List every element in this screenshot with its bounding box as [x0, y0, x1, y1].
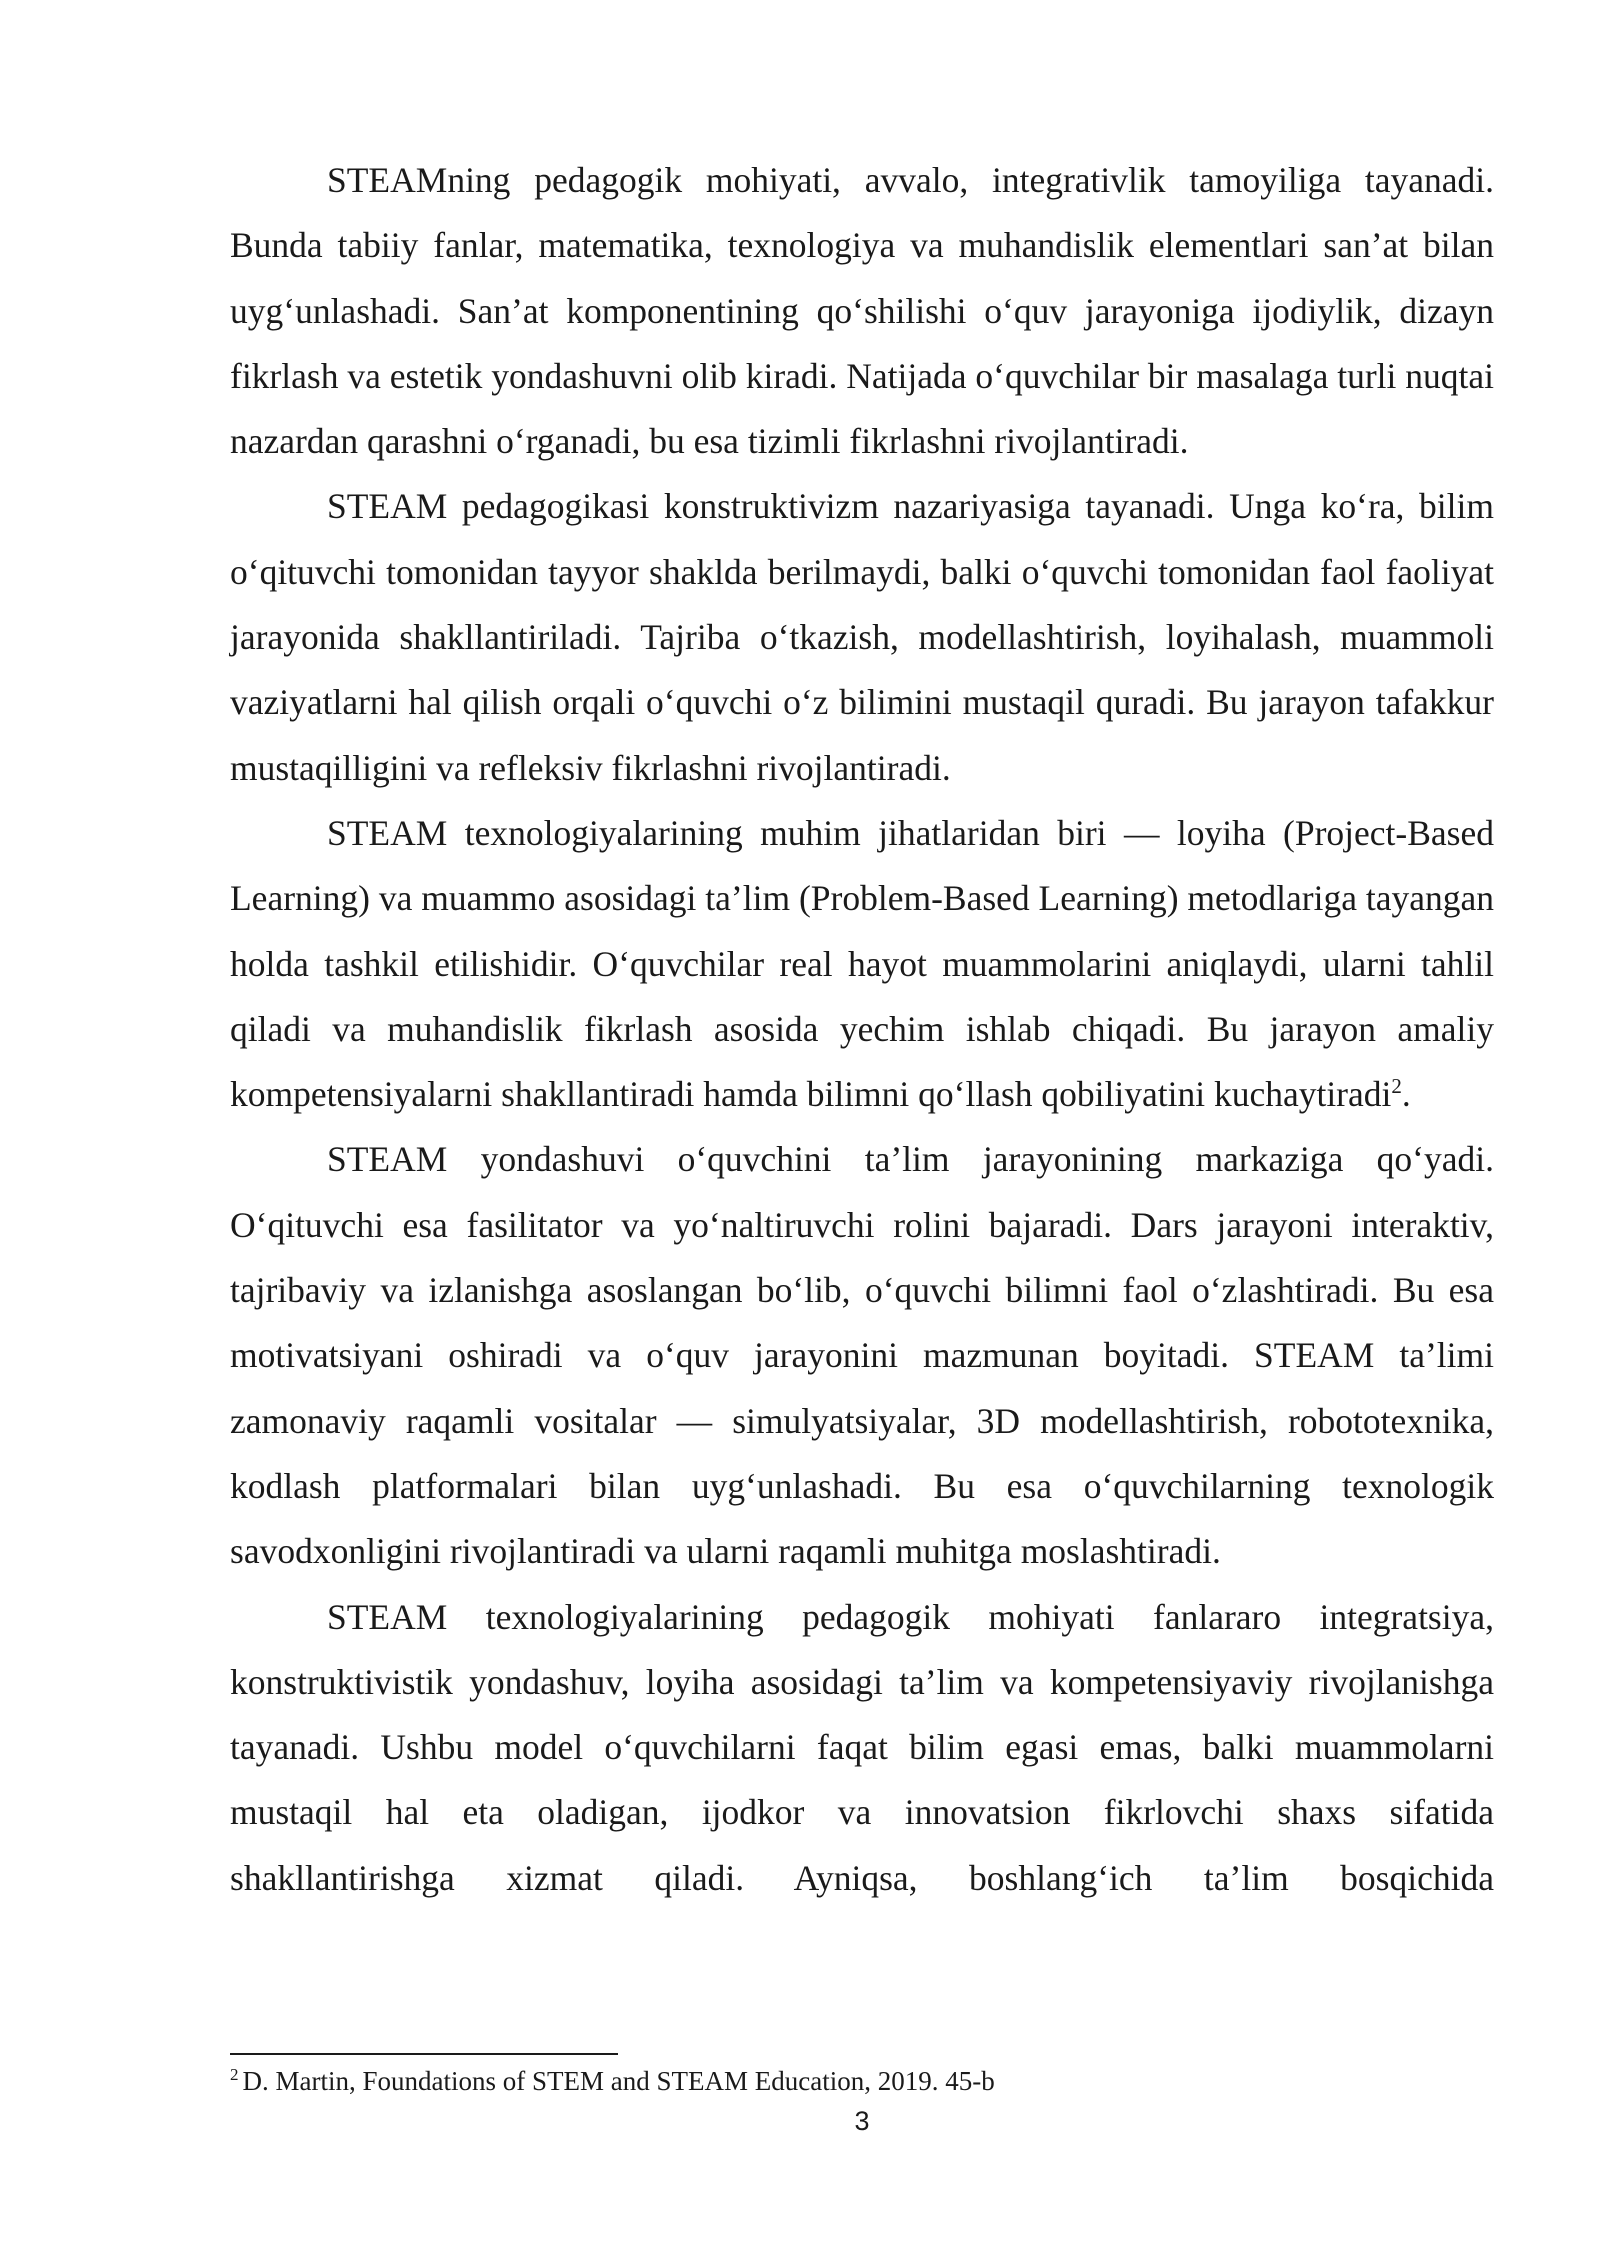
footnote-text: D. Martin, Foundations of STEM and STEAM Education, 2019. 45-b	[242, 2066, 995, 2096]
footnote-separator	[230, 2053, 618, 2055]
body-text	[230, 148, 1494, 1911]
paragraph-4: STEAM yondashuvi o‘quvchini ta’lim jarayonining markaziga qo‘yadi. O‘qituvchi esa fasilitator va yo‘naltiruvchi rolini bajaradi. Dars jarayoni interaktiv, tajribaviy va izlanishga asoslangan bo‘lib, o‘quvchi bilimni faol o‘zlashtiradi. Bu esa motivatsiyani oshiradi va o‘quv jarayonini mazmunan boyitadi. STEAM ta’limi zamonaviy raqamli vositalar — simulyatsiyalar, 3D modellashtirish, robototexnika, kodlash platformalari bilan uyg‘unlashadi. Bu esa o‘quvchilarning texnologik savodxonligini rivojlantiradi va ularni raqamli muhitga moslashtiradi.	[230, 1139, 1494, 1572]
paragraph-3-text: STEAM texnologiyalarining muhim jihatlaridan biri — loyiha (Project-Based Learning) va muammo asosidagi ta’lim (Problem-Based Learning) metodlariga tayangan holda tashkil etilishidir. O‘quvchilar real hayot muammolarini aniqlaydi, ularni tahlil qiladi va muhandislik fikrlash asosida yechim ishlab chiqadi. Bu jarayon amaliy kompetensiyalarni shakllantiradi hamda bilimni qo‘llash qobiliyatini kuchaytiradi	[230, 812, 1494, 1115]
paragraph-3	[230, 801, 1494, 1127]
page-number: 3	[854, 2106, 870, 2136]
paragraph-1: STEAMning pedagogik mohiyati, avvalo, integrativlik tamoyiliga tayanadi. Bunda tabiiy fanlar, matematika, texnologiya va muhandislik elementlari san’at bilan uyg‘unlashadi. San’at komponentining qo‘shilishi o‘quv jarayoniga ijodiylik, dizayn fikrlash va estetik yondashuvni olib kiradi. Natijada o‘quvchilar bir masalaga turli nuqtai nazardan qarashni o‘rganadi, bu esa tizimli fikrlashni rivojlantiradi.	[230, 160, 1494, 462]
paragraph-2: STEAM pedagogikasi konstruktivizm nazariyasiga tayanadi. Unga ko‘ra, bilim o‘qituvchi tomonidan tayyor shaklda berilmaydi, balki o‘quvchi tomonidan faol faoliyat jarayonida shakllantiriladi. Tajriba o‘tkazish, modellashtirish, loyihalash, muammoli vaziyatlarni hal qilish orqali o‘quvchi o‘z bilimini mustaqil quradi. Bu jarayon tafakkur mustaqilligini va refleksiv fikrlashni rivojlantiradi.	[230, 486, 1494, 788]
paragraph-3-end: .	[1401, 1074, 1411, 1115]
footnote-number: 2	[230, 2065, 239, 2084]
footnote	[230, 2063, 1494, 2099]
footnote-reference[interactable]: 2	[1391, 1074, 1402, 1099]
paragraph-5: STEAM texnologiyalarining pedagogik mohiyati fanlararo integratsiya, konstruktivistik yondashuv, loyiha asosidagi ta’lim va kompetensiyaviy rivojlanishga tayanadi. Ushbu model o‘quvchilarni faqat bilim egasi emas, balki muammolarni mustaqil hal eta oladigan, ijodkor va innovatsion fikrlovchi shaxs sifatida shakllantirishga xizmat qiladi. Ayniqsa, boshlang‘ich ta’lim bosqichida	[230, 1596, 1494, 1898]
